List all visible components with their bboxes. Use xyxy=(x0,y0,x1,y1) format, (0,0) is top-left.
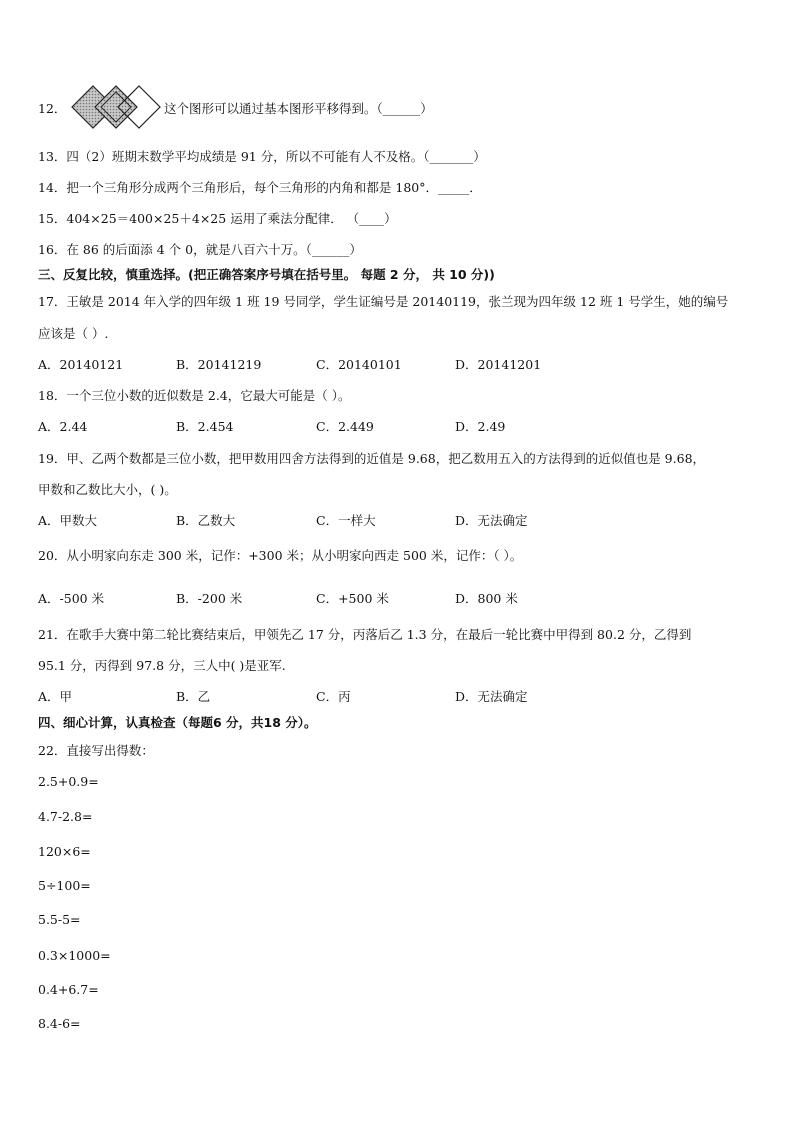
q16-text: 16．在 86 的后面添 4 个 0，就是八百六十万。（______） xyxy=(38,242,362,257)
q18-option-d: D．2.49 xyxy=(455,419,506,434)
q17-option-a: A．20140121 xyxy=(38,357,124,372)
calc-item: 5÷100= xyxy=(38,878,91,893)
q18-option-b: B．2.454 xyxy=(176,419,234,434)
q20-line1: 20．从小明家向东走 300 米，记作：+300 米；从小明家向西走 500 米，记作：（ ）。 xyxy=(38,548,523,563)
q17-line1: 17．王敏是 2014 年入学的四年级 1 班 19 号同学，学生证编号是 20140119，张兰现为四年级 12 班 1 号学生，她的编号 xyxy=(38,294,729,309)
section-3-heading: 三、反复比较，慎重选择。(把正确答案序号填在括号里。 每题 2 分， 共 10 分)) xyxy=(38,267,495,282)
q21-line2: 95.1 分，丙得到 97.8 分，三人中( )是亚军. xyxy=(38,658,286,673)
q20-option-c: C．+500 米 xyxy=(316,591,389,606)
calc-item: 5.5-5= xyxy=(38,912,81,927)
q21-option-a: A．甲 xyxy=(38,689,73,704)
q21-option-b: B．乙 xyxy=(176,689,211,704)
calc-item: 4.7-2.8= xyxy=(38,809,93,824)
q17-option-d: D．20141201 xyxy=(455,357,542,372)
q19-line2: 甲数和乙数比大小，( )。 xyxy=(38,482,177,497)
q12-number: 12． xyxy=(38,101,67,116)
calc-item: 0.3×1000= xyxy=(38,948,111,963)
q20-option-a: A．-500 米 xyxy=(38,591,105,606)
q19-option-b: B．乙数大 xyxy=(176,513,236,528)
q21-option-d: D．无法确定 xyxy=(455,689,528,704)
calc-item: 2.5+0.9= xyxy=(38,774,99,789)
q12-text: 这个图形可以通过基本图形平移得到。（______） xyxy=(164,101,433,116)
q18-option-a: A．2.44 xyxy=(38,419,88,434)
q19-option-d: D．无法确定 xyxy=(455,513,528,528)
q17-option-b: B．20141219 xyxy=(176,357,262,372)
q20-option-d: D．800 米 xyxy=(455,591,518,606)
q18-option-c: C．2.449 xyxy=(316,419,374,434)
q20-option-b: B．-200 米 xyxy=(176,591,243,606)
q19-option-a: A．甲数大 xyxy=(38,513,98,528)
q19-option-c: C．一样大 xyxy=(316,513,376,528)
q18-line1: 18．一个三位小数的近似数是 2.4，它最大可能是（ ）。 xyxy=(38,388,351,403)
q19-line1: 19．甲、乙两个数都是三位小数，把甲数用四舍方法得到的近值是 9.68，把乙数用五入的方法得到的近似值也是 9.68， xyxy=(38,451,706,466)
calc-item: 8.4-6= xyxy=(38,1016,81,1031)
calc-item: 0.4+6.7= xyxy=(38,982,99,997)
q21-line1: 21．在歌手大赛中第二轮比赛结束后，甲领先乙 17 分，丙落后乙 1.3 分，在最后一轮比赛中甲得到 80.2 分，乙得到 xyxy=(38,627,692,642)
q22-title: 22．直接写出得数： xyxy=(38,743,154,758)
q21-option-c: C．丙 xyxy=(316,689,351,704)
q15-text: 15．404×25＝400×25＋4×25 运用了乘法分配律． （____） xyxy=(38,211,397,226)
diamond-shapes-figure xyxy=(70,84,162,130)
calc-item: 120×6= xyxy=(38,844,91,859)
q17-option-c: C．20140101 xyxy=(316,357,402,372)
section-4-heading: 四、细心计算，认真检查（每题6 分，共18 分）。 xyxy=(38,715,317,730)
q13-text: 13．四（2）班期末数学平均成绩是 91 分，所以不可能有人不及格。（_______） xyxy=(38,149,486,164)
q14-text: 14．把一个三角形分成两个三角形后，每个三角形的内角和都是 180°．_____． xyxy=(38,180,482,195)
q17-line2: 应该是（ ）. xyxy=(38,326,109,341)
